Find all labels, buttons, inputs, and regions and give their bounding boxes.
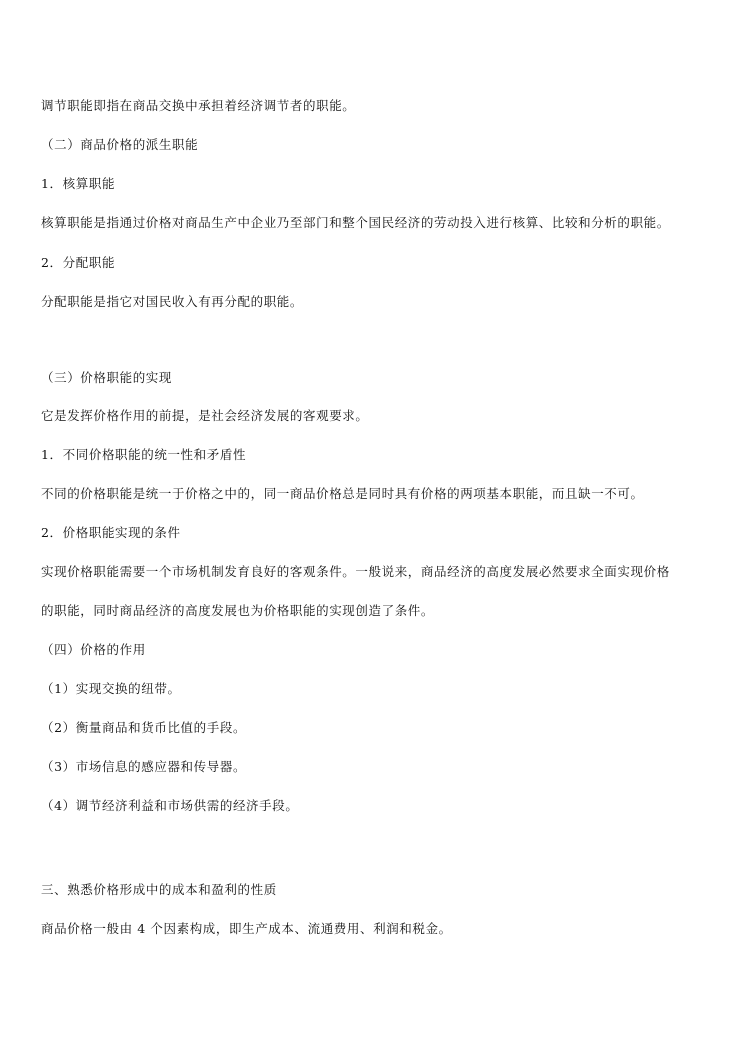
list-item-role-1: （1）实现交换的纽带。: [41, 681, 181, 696]
heading-derived-functions: （二）商品价格的派生职能: [41, 137, 199, 152]
paragraph-accounting-function: 核算职能是指通过价格对商品生产中企业乃至部门和整个国民经济的劳动投入进行核算、比较和分析的职能。: [41, 215, 670, 230]
heading-cost-and-profit: 三、熟悉价格形成中的成本和盈利的性质: [41, 882, 277, 897]
paragraph-distribution-function: 分配职能是指它对国民收入有再分配的职能。: [41, 294, 304, 309]
paragraph-price-components: 商品价格一般由 4 个因素构成，即生产成本、流通费用、利润和税金。: [41, 921, 452, 936]
paragraph-regulating-function: 调节职能即指在商品交换中承担着经济调节者的职能。: [41, 98, 356, 113]
subheading-unity-contradiction: 1．不同价格职能的统一性和矛盾性: [41, 447, 247, 462]
paragraph-realization-premise: 它是发挥价格作用的前提，是社会经济发展的客观要求。: [41, 408, 369, 423]
subheading-distribution-function: 2．分配职能: [41, 255, 116, 270]
subheading-realization-conditions: 2．价格职能实现的条件: [41, 525, 181, 540]
list-item-role-2: （2）衡量商品和货币比值的手段。: [41, 720, 247, 735]
subheading-accounting-function: 1．核算职能: [41, 176, 116, 191]
paragraph-realization-conditions-line2: 的职能，同时商品经济的高度发展也为价格职能的实现创造了条件。: [41, 603, 435, 618]
heading-price-roles: （四）价格的作用: [41, 642, 146, 657]
paragraph-unity-contradiction: 不同的价格职能是统一于价格之中的，同一商品价格总是同时具有价格的两项基本职能，而且缺一不可。: [41, 486, 644, 501]
list-item-role-3: （3）市场信息的感应器和传导器。: [41, 759, 247, 774]
list-item-role-4: （4）调节经济利益和市场供需的经济手段。: [41, 798, 299, 813]
heading-function-realization: （三）价格职能的实现: [41, 370, 173, 385]
paragraph-realization-conditions-line1: 实现价格职能需要一个市场机制发育良好的客观条件。一般说来，商品经济的高度发展必然要求全面实现价格: [41, 564, 670, 579]
